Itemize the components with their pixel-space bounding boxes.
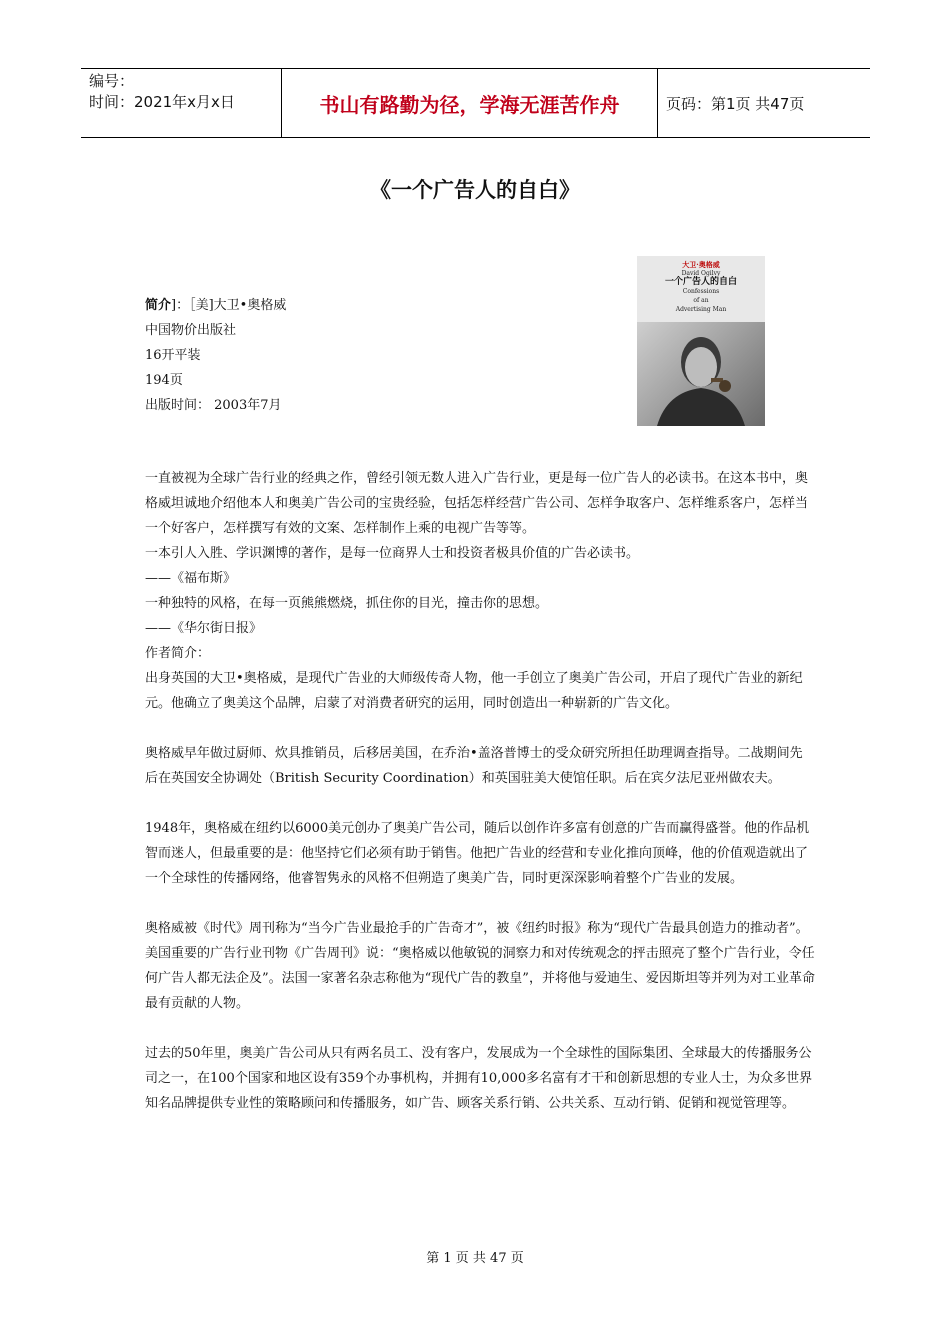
author-portrait-photo xyxy=(637,322,765,426)
paragraph: 一直被视为全球广告行业的经典之作，曾经引领无数人进入广告行业，更是每一位广告人的必读书。在这本书中，奥格威坦诚地介绍他本人和奥美广告公司的宝贵经验，包括怎样经营广告公司、怎样争取客户、怎样维系客户，怎样当一个好客户，怎样撰写有效的文案、怎样制作上乘的电视广告等等。 xyxy=(145,471,809,536)
paragraph: 作者简介： xyxy=(145,646,211,661)
paragraph: ——《福布斯》 xyxy=(145,571,237,586)
cover-title-cn: 一个广告人的自白 xyxy=(664,277,737,287)
cover-title-en-2: of an xyxy=(693,297,709,304)
page-count: 194页 xyxy=(145,373,183,388)
intro-label: 简介 xyxy=(145,298,172,313)
paragraph-gap xyxy=(145,791,815,816)
paragraph: 出身英国的大卫•奥格威，是现代广告业的大师级传奇人物，他一手创立了奥美广告公司，开启了现代广告业的新纪元。他确立了奥美这个品牌，启蒙了对消费者研究的运用，同时创造出一种崭新的广告文化。 xyxy=(145,671,803,711)
document-title: 《一个广告人的自白》 xyxy=(370,178,580,202)
paragraph: 奥格威被《时代》周刊称为“当今广告业最抢手的广告奇才”，被《纽约时报》称为“现代广告最具创造力的推动者”。美国重要的广告行业刊物《广告周刊》说：“奥格威以他敏锐的洞察力和对传统观念的抨击照亮了整个广告行业，令任何广告人都无法企及”。法国一家著名杂志称他为“现代广告的教皇”，并将他与爱迪生、爱因斯坦等并列为对工业革命最有贡献的人物。 xyxy=(145,921,815,1011)
paragraph-gap xyxy=(145,1016,815,1041)
publish-date: 出版时间： 2003年7月 xyxy=(145,398,282,413)
paragraph-gap xyxy=(145,716,815,741)
paragraph: ——《华尔街日报》 xyxy=(145,621,263,636)
publisher: 中国物价出版社 xyxy=(145,323,237,338)
book-info xyxy=(145,293,286,418)
cover-author-cn: 大卫·奥格威 xyxy=(682,260,720,269)
format: 16开平装 xyxy=(145,348,201,363)
paragraph-gap xyxy=(145,891,815,916)
header-table xyxy=(81,68,870,138)
book-cover-title-band xyxy=(637,256,765,322)
paragraph: 过去的50年里，奥美广告公司从只有两名员工、没有客户，发展成为一个全球性的国际集团、全球最大的传播服务公司之一，在100个国家和地区设有359个办事机构，并拥有10,000多名富有才干和创新思想的专业人士，为众多世界知名品牌提供专业性的策略顾问和传播服务，如广告、顾客关系行销、公共关系、互动行销、促销和视觉管理等。 xyxy=(145,1046,813,1111)
paragraph: 1948年，奥格威在纽约以6000美元创办了奥美广告公司，随后以创作许多富有创意的广告而赢得盛誉。他的作品机智而迷人，但最重要的是：他坚持它们必须有助于销售。他把广告业的经营和专业化推向顶峰，他的价值观造就出了一个全球性的传播网络，他睿智隽永的风格不但朔造了奥美广告，同时更深深影响着整个广告业的发展。 xyxy=(145,821,810,886)
portrait-silhouette xyxy=(637,322,765,426)
book-cover-image xyxy=(637,256,765,426)
cover-title-en-1: Confessions xyxy=(682,288,720,295)
author-text: ]：［美]大卫•奥格威 xyxy=(171,298,287,313)
header-page-label: 页码：第1页 共47页 xyxy=(666,94,805,113)
book-author-line xyxy=(145,293,286,318)
paragraph: 奥格威早年做过厨师、炊具推销员，后移居美国，在乔治•盖洛普博士的受众研究所担任助理调查指导。二战期间先后在英国安全协调处（British Security Coordination）和英国驻美大使馆任职。后在宾夕法尼亚州做农夫。 xyxy=(145,746,803,786)
header-motto: 书山有路勤为径，学海无涯苦作舟 xyxy=(282,69,658,137)
cover-title-en-3: Advertising Man xyxy=(675,306,727,313)
paragraph: 一本引人入胜、学识渊博的著作，是每一位商界人士和投资者极具价值的广告必读书。 xyxy=(145,546,640,561)
page-footer: 第 1 页 共 47 页 xyxy=(426,1251,524,1266)
paragraph: 一种独特的风格，在每一页熊熊燃烧，抓住你的目光，撞击你的思想。 xyxy=(145,596,549,611)
time-label: 时间：2021年x月x日 xyxy=(89,93,235,111)
cover-author-en: David Ogilvy xyxy=(681,270,721,277)
number-label: 编号： xyxy=(89,72,135,90)
body-text xyxy=(145,466,815,1116)
header-left-cell xyxy=(81,69,282,137)
